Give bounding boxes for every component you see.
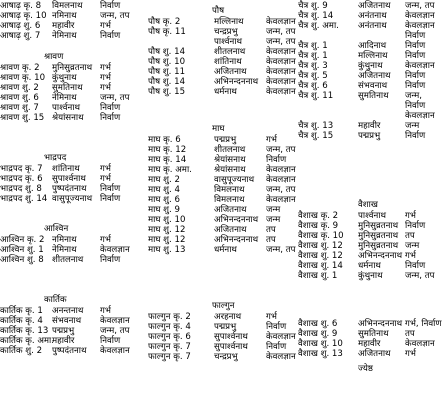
tirthankar-cell: मुनिसुव्रतनाथ [52,63,93,73]
month-heading: वैशाख [358,200,378,210]
kalyanak-cell: निर्वाण [100,255,121,265]
kalyanak-cell: निर्वाण [100,184,121,194]
date-cell: माघ कृ. अमा. [148,165,192,175]
date-cell: चैत्र शु. 1 [298,41,328,51]
kalyanak-cell: गर्भ [100,83,111,93]
tirthankar-cell: अजितनाथ [358,71,391,81]
month-heading: आश्विन [44,224,69,234]
date-cell: चैत्र शु. 9 [298,1,328,11]
date-cell: माघ शु. 13 [148,245,186,255]
tirthankar-cell: पार्श्वनाथ [214,37,243,47]
tirthankar-cell: अभिनन्दननाथ [214,77,259,87]
date-cell: चैत्र शु. 1 [298,51,328,61]
kalyanak-cell: जन्म, तप [405,1,435,11]
tirthankar-cell: मुनिसुव्रतनाथ [358,221,399,231]
tirthankar-cell: संभवनाथ [358,81,388,91]
kalyanak-cell: निर्वाण [100,194,121,204]
tirthankar-cell: वासुपूज्यनाथ [214,175,255,185]
tirthankar-cell: चन्द्रप्रभु [214,352,238,362]
kalyanak-cell: केवलज्ञान [266,87,296,97]
date-cell: श्रावण शु. 2 [0,83,39,93]
tirthankar-cell: शीतलनाथ [52,255,84,265]
kalyanak-cell: निर्वाण [405,101,426,111]
date-cell: चैत्र शु. 15 [298,131,334,141]
tirthankar-cell: अभिनन्दननाथ [358,251,403,261]
date-cell: भाद्रपद शु. 8 [0,184,42,194]
tirthankar-cell: धर्मनाथ [214,87,237,97]
date-cell: माघ कृ. 6 [148,135,181,145]
date-cell: कार्तिक कृ. 1 [0,306,43,316]
kalyanak-cell: जन्म, तप [266,245,296,255]
kalyanak-cell: केवलज्ञान [266,165,296,175]
tirthankar-cell: अनंतनाथ [358,21,387,31]
date-cell: आश्विन शु. 1 [0,245,44,255]
tirthankar-cell: अनंतनाथ [358,11,387,21]
date-cell: माघ शु. 9 [148,205,180,215]
tirthankar-cell: पद्मप्रभु [358,131,381,141]
kalyanak-cell: गर्भ [405,251,416,261]
date-cell: माघ शु. 12 [148,235,186,245]
date-cell: आश्विन शु. 8 [0,255,44,265]
kalyanak-cell: केवलज्ञान [266,332,296,342]
date-cell: माघ शु. 2 [148,175,180,185]
date-cell: आषाढ़ कृ. 8 [0,1,42,11]
tirthankar-cell: शांतिनाथ [52,164,80,174]
date-cell: चैत्र शु. 3 [298,61,328,71]
kalyanak-cell: जन्म [266,215,281,225]
tirthankar-cell: नमिनाथ [52,235,77,245]
kalyanak-cell: निर्वाण [405,131,426,141]
date-cell: वैशाख कृ. 9 [298,221,339,231]
tirthankar-cell: सुपार्श्वनाथ [52,174,86,184]
kalyanak-cell: गर्भ [405,211,416,221]
kalyanak-cell: निर्वाण [100,336,121,346]
tirthankar-cell: पद्मप्रभु [214,135,237,145]
tirthankar-cell: पुष्पदंतनाथ [52,346,87,356]
kalyanak-cell: केवलज्ञान [266,17,296,27]
month-heading: श्रावण [44,52,64,62]
date-cell: माघ कृ. 12 [148,145,187,155]
date-cell: पौष शु. 15 [148,87,186,97]
kalyanak-cell: निर्वाण [405,221,426,231]
date-cell: पौष कृ. 2 [148,17,181,27]
kalyanak-cell: गर्भ [266,135,277,145]
kalyanak-cell: केवलज्ञान [266,57,296,67]
tirthankar-cell: आदिनाथ [358,41,387,51]
date-cell: चैत्र शु. 14 [298,11,334,21]
tirthankar-cell: वासुपूज्यनाथ [52,194,93,204]
kalyanak-cell: गर्भ [100,21,111,31]
kalyanak-cell: केवलज्ञान [266,67,296,77]
date-cell: वैशाख शु. 9 [298,329,338,339]
date-cell: कार्तिक कृ. अमा. [0,336,55,346]
month-heading: कार्तिक [44,295,67,305]
kalyanak-cell: जन्म, तप [266,185,296,195]
date-cell: फाल्गुन कृ. 2 [148,312,191,322]
date-cell: भाद्रपद कृ. 6 [0,174,43,184]
kalyanak-cell: केवलज्ञान [266,47,296,57]
kalyanak-cell: केवलज्ञान [405,61,435,71]
date-cell: आषाढ़ शु. 6 [0,21,41,31]
tirthankar-cell: अभिनन्दननाथ [358,319,403,329]
date-cell: भाद्रपद कृ. 7 [0,164,43,174]
tirthankar-cell: सुपार्श्वनाथ [214,342,248,352]
tirthankar-cell: धर्मनाथ [214,245,237,255]
tirthankar-cell: श्रेयांसनाथ [214,165,246,175]
kalyanak-cell: निर्वाण [100,1,121,11]
kalyanak-cell: निर्वाण [100,103,121,113]
date-cell: पौष कृ. 11 [148,27,186,37]
date-cell: फाल्गुन कृ. 7 [148,342,191,352]
kalyanak-cell: तप [405,231,415,241]
date-cell: कार्तिक शु. 2 [0,346,43,356]
date-cell: चैत्र शु. 5 [298,71,328,81]
tirthankar-cell: मल्लिनाथ [358,51,388,61]
tirthankar-cell: अजितनाथ [214,225,247,235]
tirthankar-cell: सुमतिनाथ [358,91,389,101]
date-cell: माघ शु. 10 [148,215,186,225]
kalyanak-cell: तप [405,329,415,339]
kalyanak-cell: गर्भ [100,174,111,184]
date-cell: वैशाख शु. 13 [298,349,343,359]
kalyanak-cell: जन्म, तप [100,326,130,336]
kalyanak-cell: जन्म, तप [266,27,296,37]
date-cell: पौष शु. 14 [148,77,186,87]
date-cell: चैत्र शु. अमा. [298,21,339,31]
month-heading: माघ [212,124,225,134]
tirthankar-cell: अजितनाथ [214,205,247,215]
tirthankar-cell: श्रेयांसनाथ [214,155,246,165]
tirthankar-cell: मुनिसुव्रतनाथ [358,241,399,251]
kalyanak-cell: निर्वाण [405,81,426,91]
date-cell: श्रावण शु. 7 [0,103,39,113]
kalyanak-cell: केवलज्ञान [405,111,435,121]
date-cell: माघ शु. 4 [148,185,180,195]
tirthankar-cell: धर्मनाथ [358,261,381,271]
tirthankar-cell: कुंथुनाथ [52,73,77,83]
month-heading: पौष [212,6,225,16]
tirthankar-cell: अजितनाथ [214,67,247,77]
kalyanak-cell: निर्वाण [100,31,121,41]
tirthankar-cell: संभवनाथ [52,316,82,326]
tirthankar-cell: महावीर [52,336,75,346]
tirthankar-cell: कुंथुनाथ [358,271,383,281]
kalyanak-cell: निर्वाण [405,41,426,51]
tirthankar-cell: अनन्तनाथ [52,306,84,316]
month-heading: फाल्गुन [212,301,235,311]
tirthankar-cell: मल्लिनाथ [214,17,244,27]
kalyanak-cell: जन्म [266,205,281,215]
kalyanak-cell: गर्भ [405,349,416,359]
date-cell: माघ शु. 6 [148,195,180,205]
date-cell: माघ शु. 12 [148,225,186,235]
tirthankar-cell: अभिनन्दननाथ [214,215,259,225]
kalyanak-cell: केवलज्ञान [266,175,296,185]
tirthankar-cell: नेमिनाथ [52,245,77,255]
tirthankar-cell: पद्मप्रभु [214,322,237,332]
tirthankar-cell: विमलनाथ [52,1,83,11]
kalyanak-cell: निर्वाण [100,113,121,123]
tirthankar-cell: अजितनाथ [358,1,391,11]
tirthankar-cell: मुनिसुव्रतनाथ [358,231,399,241]
tirthankar-cell: सुमतिनाथ [358,329,389,339]
date-cell: कार्तिक कृ. 13 [0,326,49,336]
tirthankar-cell: सुपार्श्वनाथ [214,332,248,342]
tirthankar-cell: शांतिनाथ [214,57,242,67]
kalyanak-cell: निर्वाण [405,31,426,41]
date-cell: श्रावण शु. 6 [0,93,39,103]
kalyanak-cell: जन्म, तप [405,271,435,281]
tirthankar-cell: पद्मप्रभु [52,326,75,336]
kalyanak-cell: गर्भ [100,73,111,83]
date-cell: आषाढ़ शु. 7 [0,31,41,41]
kalyanak-cell: जन्म [405,241,420,251]
date-cell: पौष शु. 11 [148,67,186,77]
kalyanak-cell: निर्वाण [266,155,287,165]
kalyanak-cell: गर्भ, निर्वाण [405,319,442,329]
tirthankar-cell: नेमिनाथ [52,93,77,103]
kalyanak-cell: केवलज्ञान [100,245,130,255]
date-cell: फाल्गुन कृ. 6 [148,332,191,342]
kalyanak-cell: केवलज्ञान [100,346,130,356]
tirthankar-cell: नमिनाथ [52,11,77,21]
tirthankar-cell: पार्श्वनाथ [358,211,387,221]
kalyanak-cell: निर्वाण [405,261,426,271]
kalyanak-cell: जन्म, तप [266,37,296,47]
kalyanak-cell: केवलज्ञान [100,316,130,326]
date-cell: फाल्गुन कृ. 7 [148,352,191,362]
date-cell: श्रावण कृ. 2 [0,63,40,73]
date-cell: वैशाख कृ. 2 [298,211,339,221]
date-cell: वैशाख कृ. 10 [298,231,344,241]
tirthankar-cell: महावीर [52,21,75,31]
date-cell: पौष शु. 14 [148,47,186,57]
date-cell: वैशाख शु. 12 [298,251,343,261]
date-cell: वैशाख शु. 10 [298,339,343,349]
tirthankar-cell: अभिनन्दननाथ [214,235,259,245]
tirthankar-cell: अरहनाथ [214,312,242,322]
kalyanak-cell: गर्भ [100,235,111,245]
tirthankar-cell: शीतलनाथ [214,145,246,155]
kalyanak-cell: तप [266,225,276,235]
tirthankar-cell: महावीर [358,339,381,349]
tirthankar-cell: श्रेयांसनाथ [52,113,84,123]
kalyanak-cell: जन्म, तप [100,11,130,21]
kalyanak-cell: केवलज्ञान [266,195,296,205]
kalyanak-cell: निर्वाण [405,51,426,61]
kalyanak-cell: निर्वाण [266,322,287,332]
month-heading: ज्येष्ठ [358,364,373,374]
kalyanak-cell: निर्वाण [405,71,426,81]
kalyanak-cell: गर्भ [100,306,111,316]
kalyanak-cell: गर्भ [100,63,111,73]
date-cell: श्रावण शु. 15 [0,113,45,123]
date-cell: चैत्र शु. 6 [298,81,328,91]
date-cell: आश्विन कृ. 2 [0,235,45,245]
tirthankar-cell: शीतलनाथ [214,47,246,57]
kalyanak-cell: केवलज्ञान [405,21,435,31]
tirthankar-cell: नेमिनाथ [52,31,77,41]
date-cell: वैशाख शु. 14 [298,261,343,271]
date-cell: पौष शु. 10 [148,57,186,67]
tirthankar-cell: पुष्पदंतनाथ [52,184,87,194]
tirthankar-cell: पार्श्वनाथ [52,103,81,113]
kalyanak-cell: केवलज्ञान [266,77,296,87]
date-cell: माघ कृ. 14 [148,155,187,165]
date-cell: चैत्र शु. 11 [298,91,334,101]
date-cell: वैशाख शु. 12 [298,241,343,251]
date-cell: वैशाख शु. 1 [298,271,338,281]
kalyanak-cell: जन्म, तप [266,145,296,155]
kalyanak-cell: जन्म, तप [100,93,130,103]
date-cell: भाद्रपद शु. 14 [0,194,48,204]
kalyanak-cell: तप [266,235,276,245]
kalyanak-cell: गर्भ [266,312,277,322]
month-heading: भाद्रपद [44,153,67,163]
tirthankar-cell: कुंथुनाथ [358,61,383,71]
date-cell: चैत्र शु. 13 [298,121,334,131]
tirthankar-cell: अजितनाथ [358,349,391,359]
tirthankar-cell: महावीर [358,121,381,131]
kalyanak-cell: जन्म [405,121,420,131]
kalyanak-cell: निर्वाण [266,342,287,352]
tirthankar-cell: चन्द्रप्रभु [214,27,238,37]
tirthankar-cell: विमलनाथ [214,185,245,195]
kalyanak-cell: केवलज्ञान [405,11,435,21]
kalyanak-cell: गर्भ [100,164,111,174]
date-cell: फाल्गुन कृ. 4 [148,322,191,332]
date-cell: कार्तिक कृ. 4 [0,316,43,326]
date-cell: वैशाख शु. 6 [298,319,338,329]
kalyanak-cell: केवलज्ञान [405,339,435,349]
tirthankar-cell: सुमतिनाथ [52,83,83,93]
kalyanak-cell: जन्म, [405,91,422,101]
kalyanak-cell: केवलज्ञान [266,352,296,362]
date-cell: आषाढ़ कृ. 10 [0,11,47,21]
tirthankar-cell: विमलनाथ [214,195,245,205]
date-cell: श्रावण कृ. 10 [0,73,46,83]
